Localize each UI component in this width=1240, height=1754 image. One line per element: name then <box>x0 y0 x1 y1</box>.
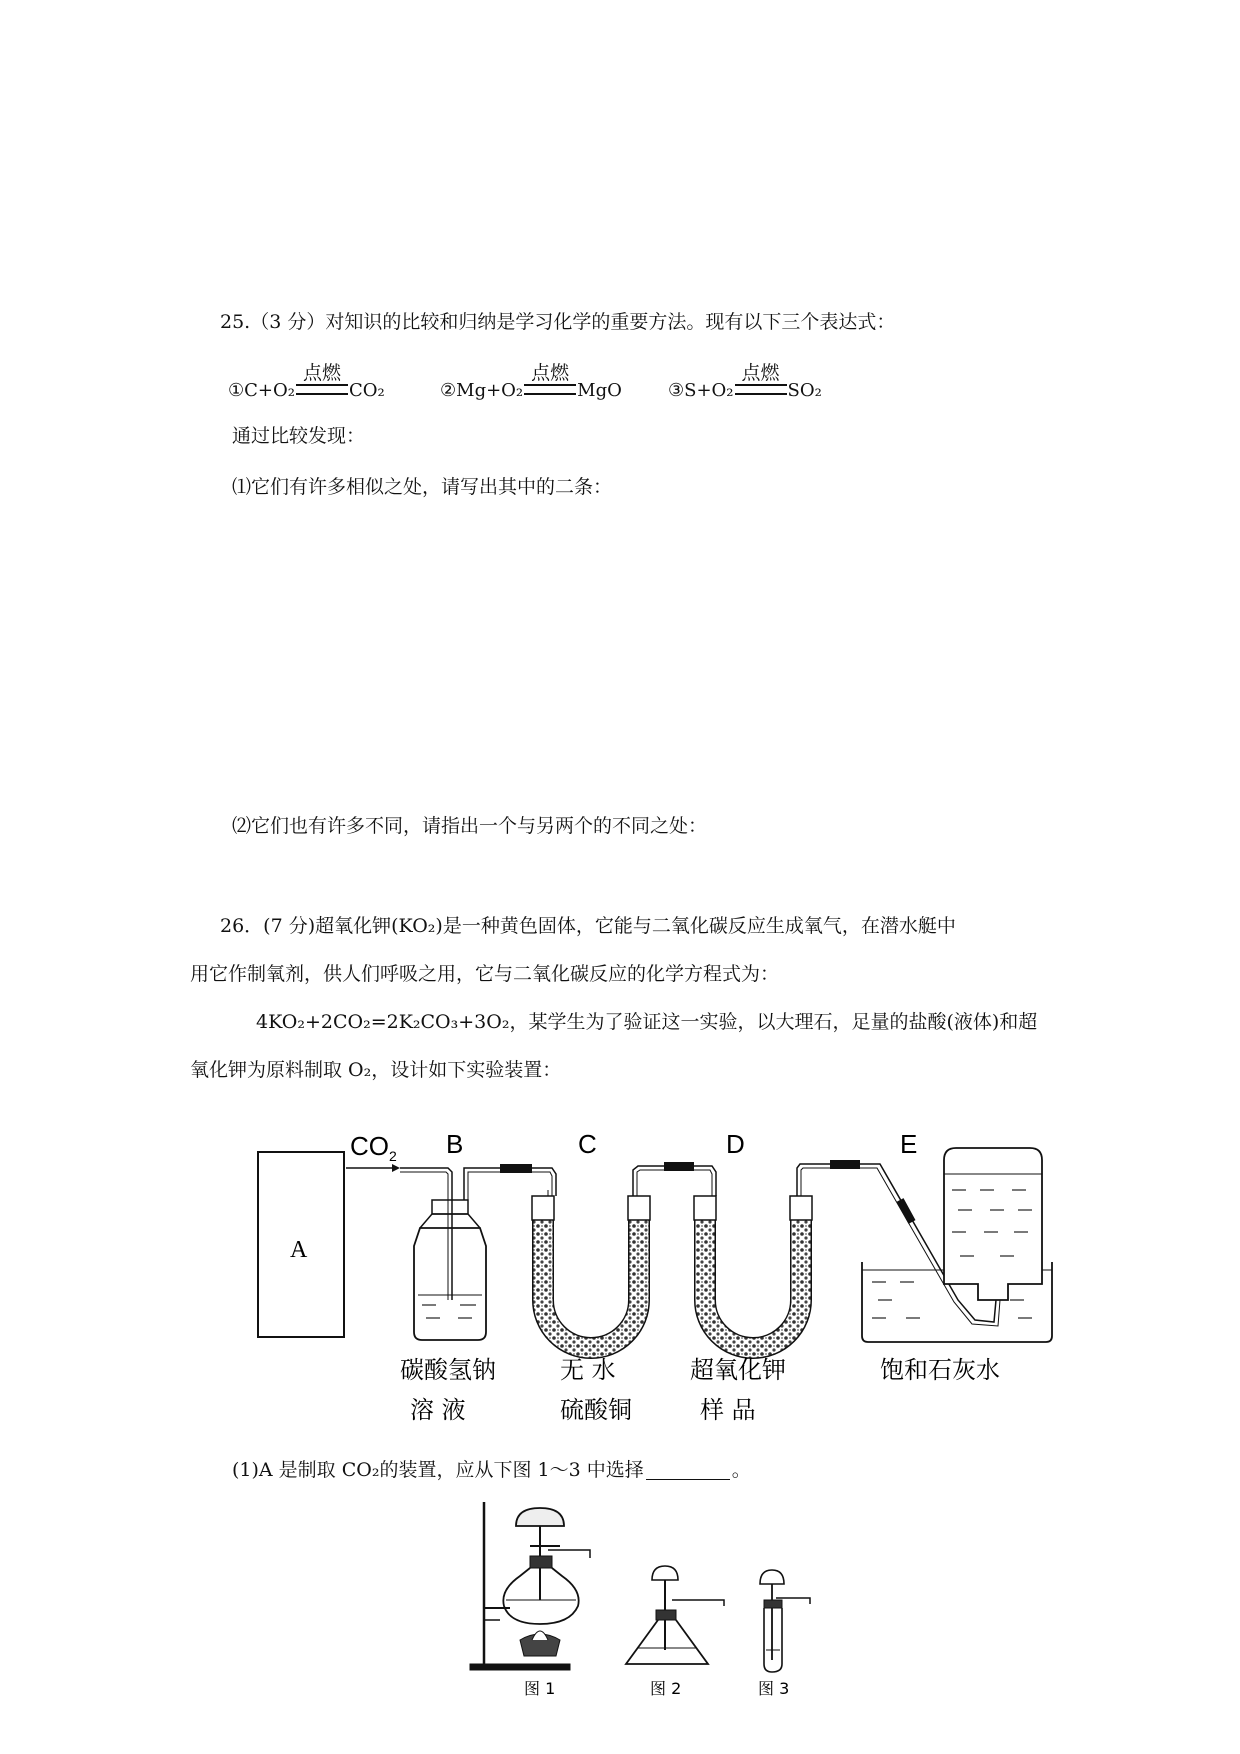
caption-b-line1: 碳酸氢钠 <box>400 1356 496 1384</box>
q26-line1: 26．(7 分)超氧化钾(KO₂)是一种黄色固体，它能与二氧化碳反应生成氧气，在潜水艇中 <box>220 915 956 937</box>
figure-2-label: 图 2 <box>650 1679 682 1698</box>
q25-stem: 25.（3 分）对知识的比较和归纳是学习化学的重要方法。现有以下三个表达式： <box>220 311 896 333</box>
equation-3-right: SO₂ <box>787 380 822 401</box>
q26-line2: 用它作制氧剂，供人们呼吸之用，它与二氧化碳反应的化学方程式为： <box>190 963 780 985</box>
q25-part1: ⑴它们有许多相似之处，请写出其中的二条： <box>232 476 613 498</box>
equation-3-left: ③S+O₂ <box>668 380 734 401</box>
q26-part1-text: (1)A 是制取 CO₂的装置，应从下图 1～3 中选择 <box>232 1459 644 1481</box>
equation-1-condition: 点燃 <box>302 362 341 384</box>
equation-2-condition: 点燃 <box>531 362 570 384</box>
label-c: C <box>578 1129 597 1159</box>
label-d: D <box>726 1129 745 1159</box>
q26-line4: 氧化钾为原料制取 O₂，设计如下实验装置： <box>190 1059 562 1081</box>
caption-c-line1: 无 水 <box>560 1356 616 1384</box>
q25-part2: ⑵它们也有许多不同，请指出一个与另两个的不同之处： <box>232 815 708 837</box>
caption-d-line1: 超氧化钾 <box>690 1356 786 1384</box>
q25-intro: 通过比较发现： <box>232 425 366 447</box>
q26-part1-end: 。 <box>731 1459 751 1481</box>
figure-3-label: 图 3 <box>758 1679 790 1698</box>
caption-e: 饱和石灰水 <box>880 1356 1000 1384</box>
figure-1 <box>470 1502 590 1670</box>
caption-b-line2: 溶 液 <box>410 1396 466 1424</box>
equation-3-condition: 点燃 <box>741 362 780 384</box>
equation-1-left: ①C+O₂ <box>228 380 295 401</box>
label-a: A <box>290 1237 308 1263</box>
label-co2: $CO_2$ <box>350 1131 397 1164</box>
equation-2-right: MgO <box>577 380 622 401</box>
label-b: B <box>446 1129 464 1159</box>
caption-d-line2: 样 品 <box>700 1396 756 1424</box>
q26-line3: 4KO₂+2CO₂=2K₂CO₃+3O₂，某学生为了验证这一实验，以大理石，足量的盐酸(液体)和超 <box>256 1011 1038 1033</box>
figure-1-label: 图 1 <box>524 1679 556 1698</box>
figure-3 <box>760 1570 810 1672</box>
caption-c-line2: 硫酸铜 <box>560 1396 632 1424</box>
label-e: E <box>900 1129 918 1159</box>
equation-2-left: ②Mg+O₂ <box>440 380 524 401</box>
figure-2 <box>626 1566 724 1664</box>
equation-1-right: CO₂ <box>348 380 385 401</box>
